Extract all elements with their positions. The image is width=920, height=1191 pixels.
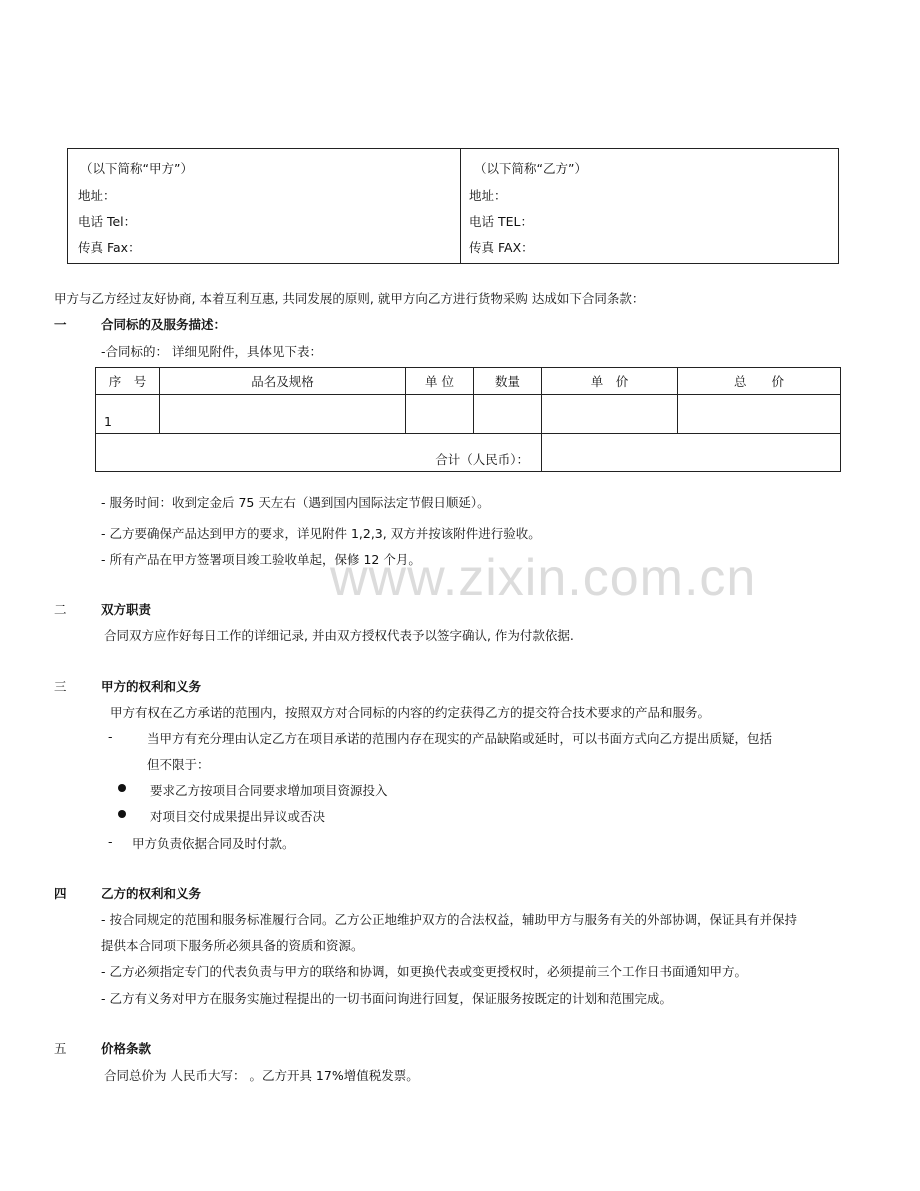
section4-number: 四 xyxy=(54,886,67,901)
section1-number: 一 xyxy=(54,317,67,332)
section3-dash-2: - xyxy=(108,834,113,849)
header-cell-name: 品名及规格 xyxy=(160,368,406,395)
goods-table xyxy=(95,367,841,472)
section5-heading: 价格条款 xyxy=(101,1041,152,1056)
table-cell-unit xyxy=(406,395,474,434)
watermark: www.zixin.com.cn xyxy=(330,549,757,607)
total-value-cell xyxy=(542,434,841,472)
section2-body: 合同双方应作好每日工作的详细记录, 并由双方授权代表予以签字确认, 作为付款依据. xyxy=(104,628,574,643)
party-b-title: （以下简称“乙方”） xyxy=(474,161,587,176)
parties-divider xyxy=(460,149,461,263)
section3-item1-line1: 当甲方有充分理由认定乙方在项目承诺的范围内存在现实的产品缺陷或延时，可以书面方式向乙方提出质疑，包括 xyxy=(147,731,773,746)
section4-heading: 乙方的权利和义务 xyxy=(101,886,202,901)
section4-line2: 提供本合同项下服务所必须具备的资质和资源。 xyxy=(101,938,364,953)
section4-line1: - 按合同规定的范围和服务标准履行合同。乙方公正地维护双方的合法权益，辅助甲方与服务有关的外部协调，保证具有并保持 xyxy=(101,912,797,927)
header-cell-unit: 单 位 xyxy=(406,368,474,395)
party-b-address: 地址： xyxy=(469,188,507,203)
section3-item1-line2: 但不限于： xyxy=(147,757,210,772)
section3-body: 甲方有权在乙方承诺的范围内，按照双方对合同标的内容的约定获得乙方的提交符合技术要求的产品和服务。 xyxy=(110,705,711,720)
section4-line3: - 乙方必须指定专门的代表负责与甲方的联络和协调，如更换代表或变更授权时，必须提前三个工作日书面通知甲方。 xyxy=(101,964,747,979)
section2-heading: 双方职责 xyxy=(101,602,152,617)
section3-bullet-2: 对项目交付成果提出异议或否决 xyxy=(150,809,326,824)
section3-heading: 甲方的权利和义务 xyxy=(101,679,202,694)
intro-paragraph: 甲方与乙方经过友好协商, 本着互利互惠, 共同发展的原则, 就甲方向乙方进行货物采购 达成如下合同条款： xyxy=(54,291,645,306)
section1-subject-line: -合同标的： 详细见附件，具体见下表： xyxy=(101,344,322,359)
bullet-icon xyxy=(118,810,126,818)
table-cell-total xyxy=(678,395,841,434)
party-a-fax: 传真 Fax： xyxy=(78,240,141,255)
header-cell-price: 单 价 xyxy=(542,368,678,395)
section2-number: 二 xyxy=(54,602,67,617)
header-cell-no: 序 号 xyxy=(96,368,160,395)
table-cell-no: 1 xyxy=(96,395,160,434)
party-b-fax: 传真 FAX： xyxy=(469,240,534,255)
header-cell-qty: 数量 xyxy=(474,368,542,395)
section3-bullet-1: 要求乙方按项目合同要求增加项目资源投入 xyxy=(150,783,388,798)
party-a-title: （以下简称“甲方”） xyxy=(80,161,193,176)
service-time-item: - 服务时间：收到定金后 75 天左右（遇到国内国际法定节假日顺延）。 xyxy=(101,495,490,510)
table-header-row xyxy=(96,368,841,395)
section5-number: 五 xyxy=(54,1041,67,1056)
party-a-address: 地址： xyxy=(78,188,116,203)
section3-dash-1: - xyxy=(108,729,113,744)
quality-item: - 乙方要确保产品达到甲方的要求，详见附件 1,2,3, 双方并按该附件进行验收。 xyxy=(101,526,541,541)
table-cell-qty xyxy=(474,395,542,434)
warranty-item: - 所有产品在甲方签署项目竣工验收单起，保修 12 个月。 xyxy=(101,552,421,567)
section5-body: 合同总价为 人民币大写： 。乙方开具 17%增值税发票。 xyxy=(104,1068,419,1083)
party-a-phone: 电话 Tel： xyxy=(78,214,137,229)
header-cell-total: 总 价 xyxy=(678,368,841,395)
table-cell-price xyxy=(542,395,678,434)
section3-item2: 甲方负责依据合同及时付款。 xyxy=(132,836,295,851)
parties-box xyxy=(67,148,839,264)
bullet-icon xyxy=(118,784,126,792)
total-label: 合计（人民币）： xyxy=(96,434,542,472)
table-cell-name xyxy=(160,395,406,434)
table-row xyxy=(96,395,841,434)
party-b-phone: 电话 TEL： xyxy=(469,214,533,229)
section1-heading: 合同标的及服务描述： xyxy=(101,317,227,332)
section4-line4: - 乙方有义务对甲方在服务实施过程提出的一切书面问询进行回复，保证服务按既定的计划和范围完成。 xyxy=(101,991,672,1006)
section3-number: 三 xyxy=(54,679,67,694)
table-total-row xyxy=(96,434,841,472)
